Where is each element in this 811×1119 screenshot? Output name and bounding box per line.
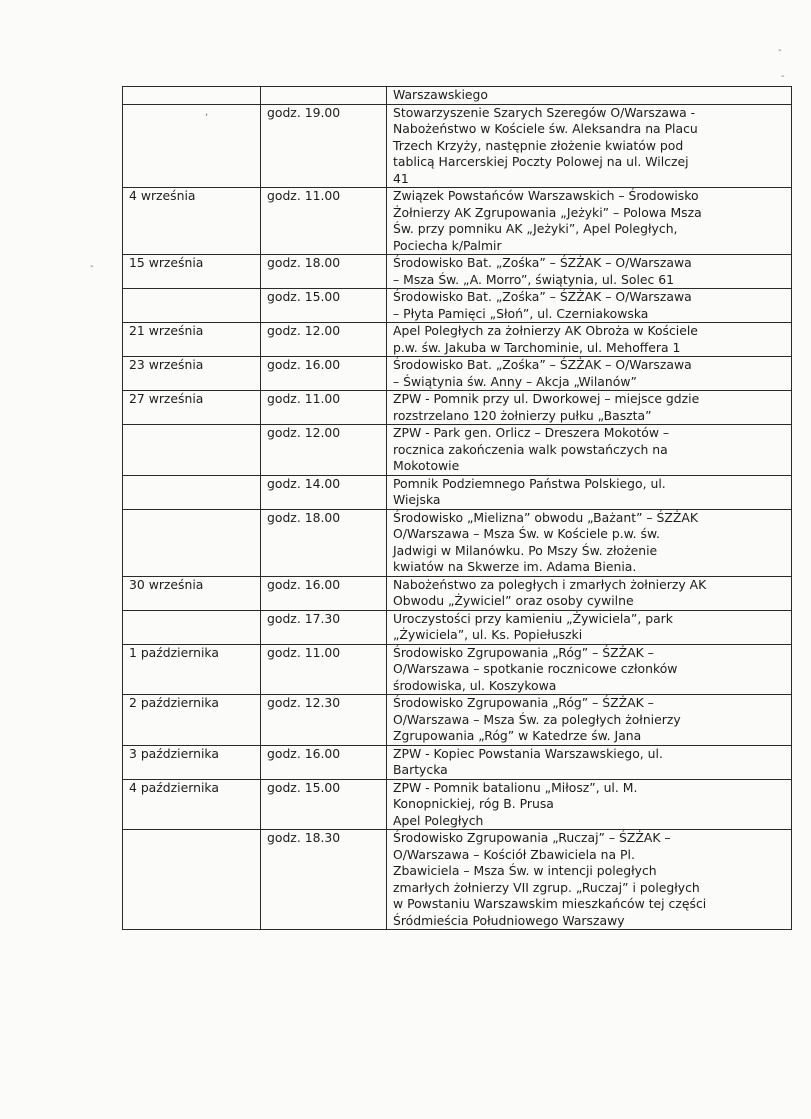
event-time: godz. 11.00 (267, 391, 341, 406)
table-row (123, 830, 792, 930)
description-cell (387, 830, 792, 930)
table-row (123, 475, 792, 509)
event-description: Środowisko Zgrupowania „Ruczaj” – ŚZŻAK – O/Warszawa – Kościół Zbawiciela na Pl. Zbawiciela – Msza Św. w intencji poległych zmarłych żołnierzy VII zgrup. „Ruczaj” i poległych w Powstaniu Warszawskim mieszkańców tej części Śródmieścia Południowego Warszawy (393, 830, 707, 928)
date-cell (123, 830, 261, 930)
event-time: godz. 16.00 (267, 357, 341, 372)
time-cell (261, 87, 387, 105)
events-schedule-table (122, 86, 792, 930)
date-cell (123, 610, 261, 644)
table-row (123, 255, 792, 289)
event-time: godz. 18.00 (267, 255, 341, 270)
table-row (123, 644, 792, 695)
margin-mark: , (205, 107, 209, 118)
date-cell (123, 644, 261, 695)
event-description: Środowisko Bat. „Zośka” – ŚZŻAK – O/Warszawa – Świątynia św. Anny – Akcja „Wilanów” (393, 357, 692, 389)
table-row (123, 610, 792, 644)
time-cell (261, 425, 387, 476)
event-time: godz. 19.00 (267, 104, 341, 120)
event-time: godz. 17.30 (267, 610, 341, 626)
date-cell (123, 576, 261, 610)
time-cell (261, 745, 387, 779)
description-cell (387, 779, 792, 830)
time-cell (261, 509, 387, 576)
time-cell (261, 391, 387, 425)
description-cell (387, 509, 792, 576)
event-time: godz. 15.00 (267, 779, 341, 795)
event-description: Nabożeństwo za poległych i zmarłych żołnierzy AK Obwodu „Żywiciel” oraz osoby cywilne (393, 576, 707, 608)
description-cell (387, 357, 792, 391)
event-description: Środowisko Zgrupowania „Róg” – ŚZŻAK – O/Warszawa – spotkanie rocznicowe członków środowiska, ul. Koszykowa (393, 644, 678, 693)
event-date: 30 września (129, 576, 204, 592)
event-time: godz. 11.00 (267, 644, 341, 660)
margin-mark: - (90, 261, 94, 272)
time-cell (261, 323, 387, 357)
date-cell (123, 425, 261, 476)
table-row (123, 289, 792, 323)
margin-mark: - (778, 45, 782, 56)
description-cell (387, 425, 792, 476)
description-cell (387, 289, 792, 323)
description-cell (387, 391, 792, 425)
table-row (123, 104, 792, 188)
event-description: ZPW - Pomnik przy ul. Dworkowej – miejsce gdzie rozstrzelano 120 żołnierzy pułku „Baszta” (393, 391, 700, 423)
time-cell (261, 289, 387, 323)
description-cell (387, 610, 792, 644)
event-description: Środowisko Bat. „Zośka” – ŚZŻAK – O/Warszawa – Msza Św. „A. Morro”, świątynia, ul. Solec 61 (393, 255, 692, 287)
event-time: godz. 16.00 (267, 745, 341, 761)
event-date: 3 października (129, 745, 219, 761)
event-description: Środowisko Zgrupowania „Róg” – ŚZŻAK – O/Warszawa – Msza Św. za poległych żołnierzy Zgrupowania „Róg” w Katedrze św. Jana (393, 695, 681, 743)
date-cell (123, 745, 261, 779)
description-cell (387, 104, 792, 188)
time-cell (261, 104, 387, 188)
date-cell (123, 391, 261, 425)
margin-mark: - (781, 71, 785, 82)
event-date: 1 października (129, 644, 219, 660)
event-date: 21 września (129, 323, 204, 338)
table-row (123, 576, 792, 610)
date-cell (123, 475, 261, 509)
event-date: 23 września (129, 357, 204, 372)
date-cell (123, 695, 261, 746)
description-cell (387, 255, 792, 289)
table-row (123, 425, 792, 476)
date-cell (123, 255, 261, 289)
event-description: Stowarzyszenie Szarych Szeregów O/Warszawa - Nabożeństwo w Kościele św. Aleksandra na Placu Trzech Krzyży, następnie złożenie kwiatów pod tablicą Harcerskiej Poczty Polowej na ul. Wilczej 41 (393, 104, 698, 186)
time-cell (261, 188, 387, 255)
event-description: Związek Powstańców Warszawskich – Środowisko Żołnierzy AK Zgrupowania „Jeżyki” – Polowa Msza Św. przy pomniku AK „Jeżyki”, Apel Poległych, Pociecha k/Palmir (393, 188, 702, 253)
table-row (123, 695, 792, 746)
event-description: Uroczystości przy kamieniu „Żywiciela”, park „Żywiciela”, ul. Ks. Popiełuszki (393, 610, 673, 642)
event-date: 27 września (129, 391, 204, 406)
time-cell (261, 695, 387, 746)
schedule-body (123, 87, 792, 930)
table-row (123, 391, 792, 425)
date-cell (123, 357, 261, 391)
time-cell (261, 610, 387, 644)
event-date: 4 września (129, 188, 196, 203)
event-time: godz. 15.00 (267, 289, 341, 304)
event-time: godz. 14.00 (267, 475, 341, 491)
event-description: Warszawskiego (393, 87, 488, 102)
description-cell (387, 188, 792, 255)
description-cell (387, 87, 792, 105)
event-description: Środowisko „Mielizna” obwodu „Bażant” – ŚZŻAK O/Warszawa – Msza Św. w Kościele p.w. św. Jadwigi w Milanówku. Po Mszy Św. złożenie kwiatów na Skwerze im. Adama Bienia. (393, 509, 698, 574)
table-row (123, 87, 792, 105)
event-description: Pomnik Podziemnego Państwa Polskiego, ul. Wiejska (393, 475, 666, 507)
event-time: godz. 12.00 (267, 425, 341, 440)
event-time: godz. 12.30 (267, 695, 341, 710)
event-description: ZPW - Kopiec Powstania Warszawskiego, ul. Bartycka (393, 745, 663, 777)
event-time: godz. 11.00 (267, 188, 341, 203)
description-cell (387, 475, 792, 509)
event-description: ZPW - Park gen. Orlicz – Dreszera Mokotów – rocznica zakończenia walk powstańczych na Mokotowie (393, 425, 670, 473)
date-cell (123, 104, 261, 188)
date-cell (123, 779, 261, 830)
table-row (123, 323, 792, 357)
date-cell (123, 289, 261, 323)
event-description: ZPW - Pomnik batalionu „Miłosz”, ul. M. Konopnickiej, róg B. Prusa Apel Poległych (393, 779, 638, 828)
event-time: godz. 12.00 (267, 323, 341, 338)
description-cell (387, 576, 792, 610)
time-cell (261, 576, 387, 610)
description-cell (387, 323, 792, 357)
date-cell (123, 188, 261, 255)
event-date: 4 października (129, 779, 219, 795)
event-date: 2 października (129, 695, 219, 710)
description-cell (387, 695, 792, 746)
description-cell (387, 745, 792, 779)
table-row (123, 509, 792, 576)
event-time: godz. 18.00 (267, 509, 341, 525)
date-cell (123, 509, 261, 576)
table-row (123, 357, 792, 391)
event-date: 15 września (129, 255, 204, 270)
time-cell (261, 644, 387, 695)
date-cell (123, 87, 261, 105)
table-row (123, 745, 792, 779)
time-cell (261, 357, 387, 391)
time-cell (261, 779, 387, 830)
event-time: godz. 18.30 (267, 830, 341, 845)
event-description: Środowisko Bat. „Zośka” – ŚZŻAK – O/Warszawa – Płyta Pamięci „Słoń”, ul. Czerniakowska (393, 289, 692, 321)
time-cell (261, 830, 387, 930)
time-cell (261, 255, 387, 289)
description-cell (387, 644, 792, 695)
date-cell (123, 323, 261, 357)
event-time: godz. 16.00 (267, 576, 341, 592)
time-cell (261, 475, 387, 509)
event-description: Apel Poległych za żołnierzy AK Obroża w Kościele p.w. św. Jakuba w Tarchominie, ul. Mehoffera 1 (393, 323, 698, 355)
table-row (123, 188, 792, 255)
table-row (123, 779, 792, 830)
